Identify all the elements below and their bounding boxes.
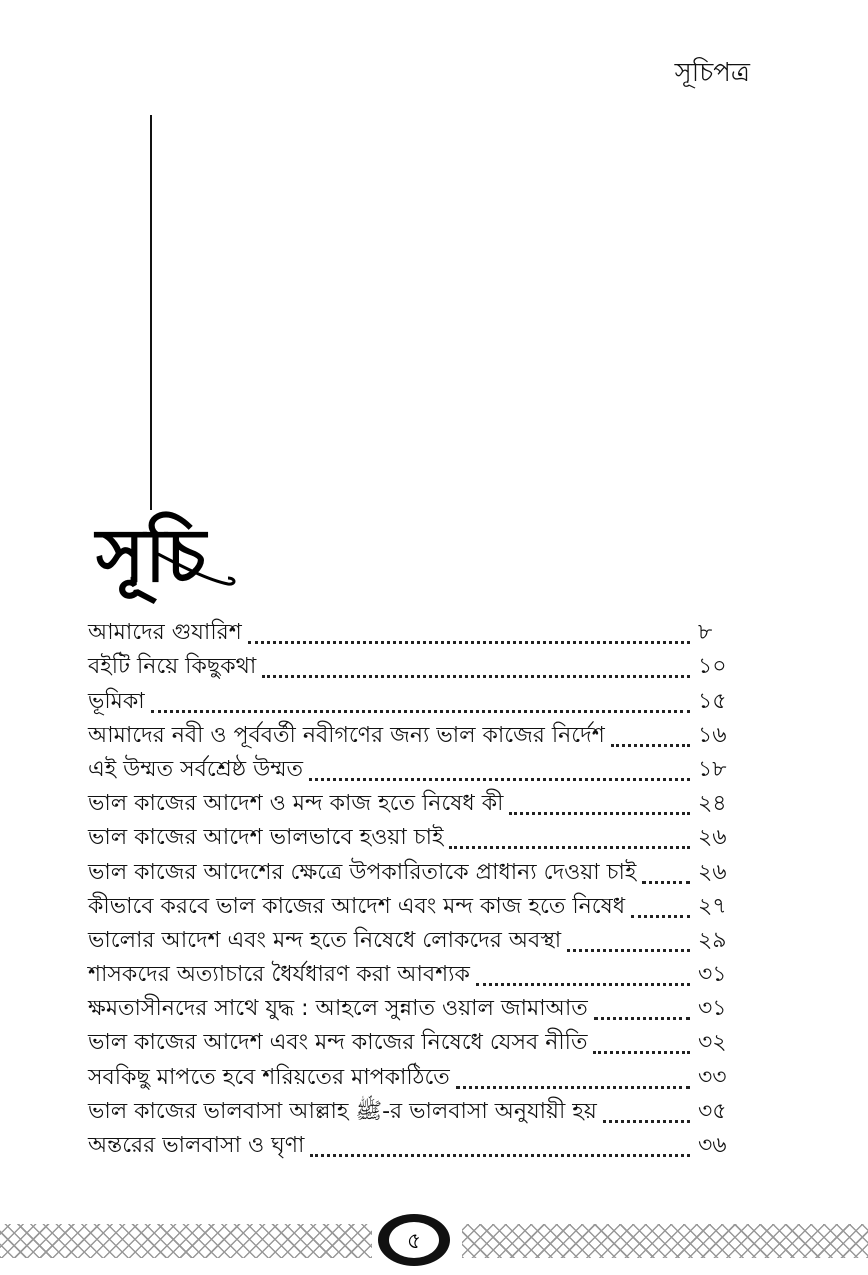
- footer-pattern-left: [0, 1224, 372, 1258]
- toc-entry-page: ৩৬: [698, 1133, 727, 1158]
- toc-entry: [88, 716, 738, 750]
- toc-entry-title: ভাল কাজের আদেশ ও মন্দ কাজ হতে নিষেধ কী: [88, 791, 504, 817]
- toc-entry-page: ৩৫: [698, 1098, 727, 1124]
- toc-entry: [88, 1092, 738, 1126]
- toc-entry-title: কীভাবে করবে ভাল কাজের আদেশ এবং মন্দ কাজ হতে নিষেধ: [88, 893, 626, 919]
- toc-leader-dots: [151, 710, 690, 713]
- toc-entry-title: আমাদের নবী ও পূর্ববর্তী নবীগণের জন্য ভাল কাজের নির্দেশ: [88, 722, 605, 748]
- footer-pattern-right: [462, 1224, 868, 1258]
- toc-entry: [88, 921, 738, 955]
- toc-entry-title: আমাদের গুযারিশ: [88, 620, 242, 646]
- toc-entry-title: সবকিছু মাপতে হবে শরিয়তের মাপকাঠিতে: [88, 1064, 450, 1090]
- toc-leader-dots: [509, 812, 690, 815]
- toc-entry-page: ২৭: [698, 893, 727, 919]
- toc-entry-page: ১০: [698, 654, 727, 680]
- table-of-contents: [88, 613, 738, 1160]
- toc-leader-dots: [603, 1120, 690, 1123]
- toc-entry-page: ১৮: [698, 756, 727, 782]
- toc-leader-dots: [594, 1017, 690, 1020]
- toc-entry-page: ৩১: [698, 962, 727, 988]
- toc-entry: [88, 989, 738, 1023]
- toc-entry: [88, 1057, 738, 1091]
- toc-entry: [88, 750, 738, 784]
- toc-entry-page: ৩২: [698, 1030, 727, 1056]
- toc-entry-page: ২৬: [698, 825, 727, 851]
- decorative-vertical-line: [150, 115, 152, 510]
- toc-entry-title: ক্ষমতাসীনদের সাথে যুদ্ধ : আহলে সুন্নাত ওয়াল জামাআত: [88, 996, 588, 1022]
- page-footer: [0, 1212, 868, 1268]
- toc-entry: [88, 613, 738, 647]
- toc-entry-page: ৩৩: [698, 1064, 727, 1090]
- toc-leader-dots: [476, 983, 690, 986]
- toc-leader-dots: [262, 675, 690, 678]
- toc-entry-title: ভাল কাজের ভালবাসা আল্লাহ ﷺ-র ভালবাসা অনুযায়ী হয়: [88, 1098, 597, 1124]
- running-head: সূচিপত্র: [674, 58, 750, 88]
- toc-entry-title: এই উম্মত সর্বশ্রেষ্ঠ উম্মত: [88, 756, 304, 782]
- toc-leader-dots: [593, 1051, 690, 1054]
- toc-leader-dots: [309, 778, 690, 781]
- toc-entry-title: ভাল কাজের আদেশ এবং মন্দ কাজের নিষেধে যেসব নীতি: [88, 1030, 588, 1056]
- toc-leader-dots: [642, 881, 690, 884]
- toc-entry: [88, 1126, 738, 1160]
- toc-entry: [88, 1023, 738, 1057]
- section-title: সূচি: [96, 513, 206, 599]
- toc-entry: [88, 852, 738, 886]
- toc-entry-page: ২৪: [698, 791, 727, 817]
- toc-leader-dots: [449, 846, 690, 849]
- toc-entry-page: ৮: [698, 620, 713, 646]
- toc-entry-title: বইটি নিয়ে কিছুকথা: [88, 654, 257, 680]
- toc-entry-title: ভূমিকা: [88, 688, 145, 714]
- toc-entry: [88, 887, 738, 921]
- toc-entry-page: ২৯: [698, 927, 727, 953]
- toc-entry-title: ভাল কাজের আদেশের ক্ষেত্রে উপকারিতাকে প্রাধান্য দেওয়া চাই: [88, 859, 637, 885]
- toc-entry-page: ২৬: [698, 859, 727, 885]
- toc-entry: [88, 818, 738, 852]
- toc-entry: [88, 647, 738, 681]
- toc-entry-page: ৩১: [698, 996, 727, 1022]
- toc-entry: [88, 784, 738, 818]
- toc-entry-page: ১৫: [698, 688, 727, 714]
- page-number: ৫: [406, 1229, 422, 1254]
- toc-leader-dots: [310, 1154, 690, 1157]
- toc-leader-dots: [631, 915, 690, 918]
- toc-leader-dots: [611, 744, 690, 747]
- toc-entry-title: অন্তরের ভালবাসা ও ঘৃণা: [88, 1133, 305, 1158]
- toc-entry-title: শাসকদের অত্যাচারে ধৈর্যধারণ করা আবশ্যক: [88, 962, 470, 988]
- toc-entry: [88, 955, 738, 989]
- toc-leader-dots: [567, 949, 690, 952]
- toc-entry: [88, 681, 738, 715]
- toc-leader-dots: [248, 641, 690, 644]
- toc-entry-title: ভালোর আদেশ এবং মন্দ হতে নিষেধে লোকদের অবস্থা: [88, 927, 562, 953]
- toc-leader-dots: [456, 1086, 690, 1089]
- toc-entry-page: ১৬: [698, 722, 727, 748]
- toc-entry-title: ভাল কাজের আদেশ ভালভাবে হওয়া চাই: [88, 825, 444, 851]
